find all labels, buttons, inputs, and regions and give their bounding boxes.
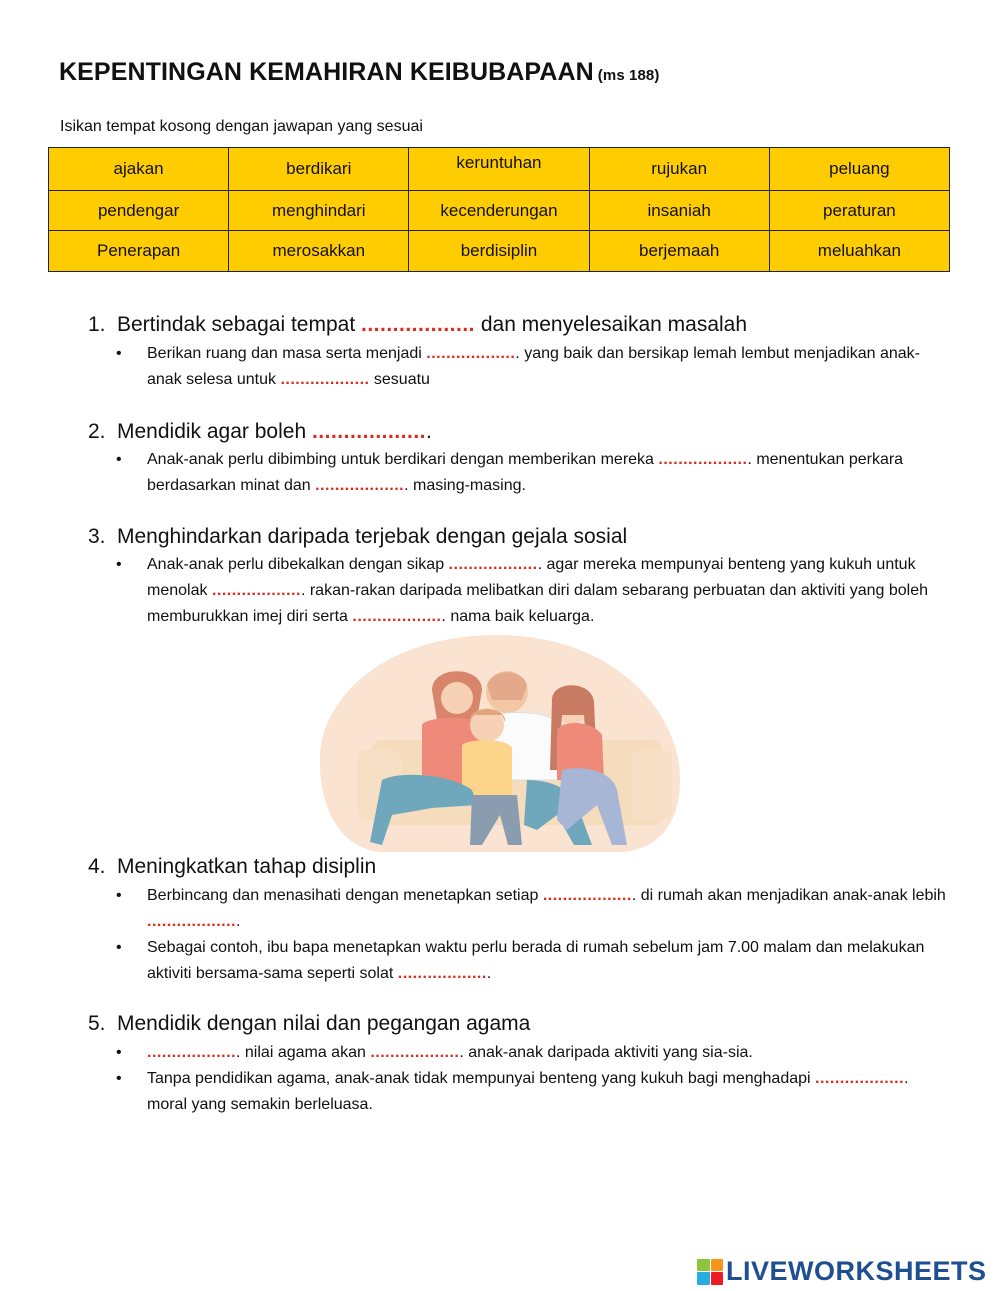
liveworksheets-icon	[697, 1259, 723, 1285]
word-bank-row	[49, 231, 950, 272]
word-bank-cell: merosakkan	[229, 231, 409, 272]
word-bank-cell: keruntuhan	[409, 148, 589, 191]
bullet-point: • Sebagai contoh, ibu bapa menetapkan waktu perlu berada di rumah sebelum jam 7.00 malam dan melakukan aktiviti bersama-sama seperti solat ...................	[116, 935, 946, 987]
question-5-points	[116, 1040, 946, 1118]
bullet-point: • Berikan ruang dan masa serta menjadi ................... yang baik dan bersikap lemah lembut menjadikan anak-anak selesa untuk .................. sesuatu	[116, 341, 946, 393]
answer-blank[interactable]: ..................	[352, 608, 442, 625]
answer-blank[interactable]: ..................	[147, 1044, 237, 1061]
word-bank-cell: peluang	[769, 148, 949, 191]
word-bank-cell: insaniah	[589, 191, 769, 231]
word-bank-cell: pendengar	[49, 191, 229, 231]
liveworksheets-logo[interactable]	[697, 1256, 987, 1287]
word-bank-cell: berjemaah	[589, 231, 769, 272]
word-bank-row	[49, 148, 950, 191]
bullet-point: • Anak-anak perlu dibimbing untuk berdikari dengan memberikan mereka ................... menentukan perkara berdasarkan minat dan ................... masing-masing.	[116, 447, 946, 499]
word-bank-cell: Penerapan	[49, 231, 229, 272]
question-1-points	[116, 341, 946, 393]
question-4-points	[116, 883, 946, 987]
answer-blank[interactable]: ..................	[311, 420, 426, 443]
answer-blank[interactable]: ..................	[361, 313, 476, 336]
answer-blank[interactable]: ..................	[658, 451, 748, 468]
question-5-title: 5. Mendidik dengan nilai dan pegangan agama	[88, 1012, 531, 1035]
answer-blank[interactable]: ..................	[448, 556, 538, 573]
word-bank-row	[49, 191, 950, 231]
answer-blank[interactable]: ..................	[815, 1070, 905, 1087]
word-bank-cell: menghindari	[229, 191, 409, 231]
answer-blank[interactable]: ..................	[542, 887, 632, 904]
question-1-title: 1. Bertindak sebagai tempat .................. dan menyelesaikan masalah	[88, 313, 748, 336]
question-2-points	[116, 447, 946, 499]
answer-blank[interactable]: ..................	[211, 582, 301, 599]
bullet-point: • Anak-anak perlu dibekalkan dengan sikap ................... agar mereka mempunyai benteng yang kukuh untuk menolak ................... rakan-rakan daripada melibatkan diri dalam sebarang perbuatan dan aktiviti yang boleh memburukkan imej diri serta ................... nama baik keluarga.	[116, 552, 946, 630]
word-bank-table	[48, 147, 950, 272]
family-illustration	[312, 630, 684, 855]
word-bank-cell: meluahkan	[769, 231, 949, 272]
question-2-title: 2. Mendidik agar boleh ...................	[88, 420, 432, 443]
answer-blank[interactable]: ..................	[315, 477, 405, 494]
word-bank-cell: ajakan	[49, 148, 229, 191]
word-bank-cell: berdisiplin	[409, 231, 589, 272]
answer-blank[interactable]: ..................	[147, 913, 237, 930]
question-4-title: 4. Meningkatkan tahap disiplin	[88, 855, 377, 878]
instruction: Isikan tempat kosong dengan jawapan yang sesuai	[60, 118, 423, 135]
word-bank-cell: kecenderungan	[409, 191, 589, 231]
answer-blank[interactable]: ..................	[370, 1044, 460, 1061]
word-bank-cell: rujukan	[589, 148, 769, 191]
answer-blank[interactable]: ..................	[397, 965, 487, 982]
answer-blank[interactable]: ..................	[280, 371, 370, 388]
page-title: KEPENTINGAN KEMAHIRAN KEIBUBAPAAN (ms 188)	[59, 58, 660, 86]
page-reference: (ms 188)	[597, 67, 660, 84]
brand-name: LIVEWORKSHEETS	[726, 1256, 987, 1286]
bullet-point: • ................... nilai agama akan ................... anak-anak daripada aktiviti yang sia-sia.	[116, 1040, 946, 1066]
bullet-point: • Tanpa pendidikan agama, anak-anak tidak mempunyai benteng yang kukuh bagi menghadapi ................... moral yang semakin berleluasa.	[116, 1066, 946, 1118]
question-3-title: 3. Menghindarkan daripada terjebak dengan gejala sosial	[88, 525, 628, 548]
word-bank-cell: berdikari	[229, 148, 409, 191]
bullet-point: • Berbincang dan menasihati dengan menetapkan setiap ................... di rumah akan menjadikan anak-anak lebih ...................	[116, 883, 946, 935]
word-bank-cell: peraturan	[769, 191, 949, 231]
question-3-points	[116, 552, 946, 630]
answer-blank[interactable]: ..................	[426, 345, 516, 362]
